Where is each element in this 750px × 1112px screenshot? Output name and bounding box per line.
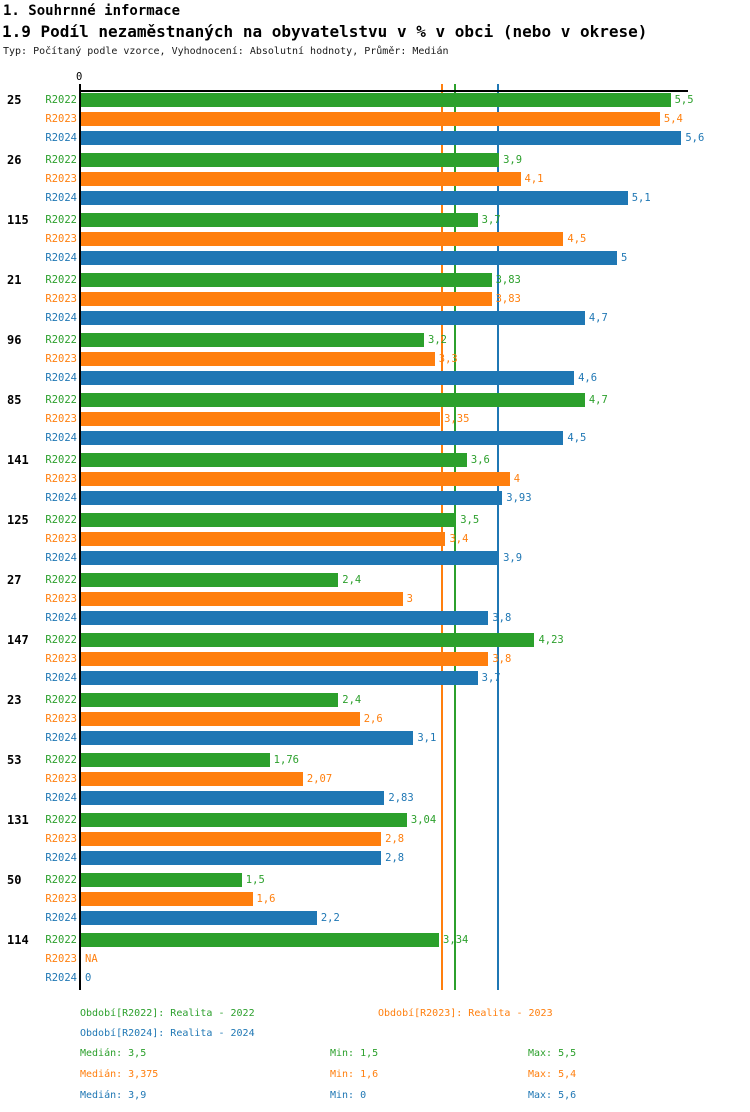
series-label-r2024: R2024 [45,972,77,984]
series-label-r2022: R2022 [45,814,77,826]
value-label-r2022: 3,9 [503,154,523,166]
series-label-r2022: R2022 [45,214,77,226]
group-label: 147 [7,633,29,647]
bar-r2023 [81,652,488,666]
value-label-r2024: 5 [621,252,628,264]
series-label-r2024: R2024 [45,132,77,144]
bar-r2024 [81,911,317,925]
group-label: 26 [7,153,22,167]
series-label-r2023: R2023 [45,233,77,245]
bar-r2024 [81,851,381,865]
group-label: 53 [7,753,22,767]
stat-max-r2023: Max: 5,4 [528,1069,577,1080]
value-label-r2022: 1,76 [273,754,299,766]
bar-r2022 [81,273,492,287]
series-label-r2023: R2023 [45,653,77,665]
value-label-r2024: 2,83 [388,792,414,804]
bar-r2024 [81,191,628,205]
series-label-r2023: R2023 [45,413,77,425]
x-axis-line [80,90,688,92]
value-label-r2023: 1,6 [256,893,276,905]
value-label-r2023: 3,35 [444,413,470,425]
group-label: 114 [7,933,29,947]
stat-min-r2022: Min: 1,5 [330,1048,379,1059]
value-label-r2022: 3,2 [428,334,447,346]
value-label-r2022: 3,6 [470,454,490,466]
series-label-r2024: R2024 [45,192,77,204]
group-label: 96 [7,333,22,347]
series-label-r2022: R2022 [45,274,77,286]
series-label-r2024: R2024 [45,252,77,264]
value-label-r2024: 3,7 [481,672,501,684]
stat-min-r2023: Min: 1,6 [330,1069,379,1080]
bar-r2022 [81,633,534,647]
stat-min-r2024: Min: 0 [330,1090,367,1101]
stat-median-r2022: Medián: 3,5 [80,1048,147,1059]
series-label-r2024: R2024 [45,912,77,924]
stat-median-r2023: Medián: 3,375 [80,1069,159,1080]
bar-r2023 [81,232,563,246]
value-label-r2023: 4,1 [524,173,544,185]
bar-r2024 [81,611,488,625]
bar-r2022 [81,453,467,467]
value-label-r2023: 4 [513,473,521,485]
bar-r2024 [81,311,585,325]
value-label-r2022: 3,7 [481,214,501,226]
bar-r2023 [81,892,253,906]
series-label-r2023: R2023 [45,713,77,725]
value-label-r2022: 3,04 [410,814,437,826]
series-label-r2023: R2023 [45,113,77,125]
group-label: 27 [7,573,22,587]
bar-r2024 [81,131,681,145]
series-label-r2024: R2024 [45,552,77,564]
bar-r2024 [81,251,617,265]
bar-r2023 [81,352,435,366]
series-label-r2023: R2023 [45,893,77,905]
value-label-r2024: 0 [85,972,92,984]
series-label-r2024: R2024 [45,312,77,324]
series-label-r2024: R2024 [45,672,77,684]
bar-r2022 [81,933,439,947]
bar-r2022 [81,513,456,527]
bar-r2022 [81,813,407,827]
value-label-r2024: 4,6 [578,372,598,384]
series-label-r2022: R2022 [45,934,77,946]
group-label: 131 [7,813,29,827]
value-label-r2022: 3,5 [460,514,480,526]
series-label-r2023: R2023 [45,833,77,845]
bar-r2023 [81,172,521,186]
series-label-r2023: R2023 [45,953,77,965]
value-label-r2024: 5,1 [631,192,651,204]
chart-subtitle: Typ: Počítaný podle vzorce, Vyhodnocení: Absolutní hodnoty, Průměr: Medián [3,46,449,57]
section-title: 1. Souhrnné informace [3,3,181,19]
series-label-r2024: R2024 [45,492,77,504]
value-label-r2023: 3,3 [438,353,458,365]
bar-r2023 [81,532,445,546]
series-label-r2024: R2024 [45,732,77,744]
value-label-r2024: 2,2 [320,912,340,924]
bar-r2023 [81,832,381,846]
legend-r2022: Období[R2022]: Realita - 2022 [80,1008,255,1019]
value-label-r2023: 5,4 [663,113,683,125]
bar-r2024 [81,551,499,565]
series-label-r2022: R2022 [45,514,77,526]
group-label: 85 [7,393,22,407]
group-label: 21 [7,273,22,287]
series-label-r2022: R2022 [45,334,77,346]
group-label: 25 [7,93,22,107]
group-label: 115 [7,213,29,227]
value-label-r2023: 2,8 [385,833,405,845]
value-label-r2024: 3,8 [492,612,512,624]
bar-r2024 [81,791,384,805]
value-label-r2024: 3,9 [503,552,523,564]
series-label-r2022: R2022 [45,394,77,406]
value-label-r2024: 3,1 [417,732,437,744]
group-label: 50 [7,873,22,887]
group-label: 125 [7,513,29,527]
bar-r2022 [81,153,499,167]
value-label-r2022: 3,83 [495,274,521,286]
series-label-r2023: R2023 [45,773,77,785]
value-label-r2022: 5,5 [674,94,694,106]
bar-r2024 [81,491,502,505]
bar-r2024 [81,731,413,745]
bar-r2023 [81,412,440,426]
bar-r2023 [81,592,403,606]
value-label-r2024: 4,7 [588,312,608,324]
bar-r2023 [81,292,492,306]
bar-r2022 [81,753,270,767]
series-label-r2023: R2023 [45,473,77,485]
stat-max-r2022: Max: 5,5 [528,1048,577,1059]
series-label-r2023: R2023 [45,293,77,305]
series-label-r2022: R2022 [45,574,77,586]
bar-r2023 [81,772,303,786]
value-label-r2022: 1,5 [245,874,265,886]
value-label-r2023: NA [85,953,98,965]
series-label-r2022: R2022 [45,454,77,466]
value-label-r2023: 3 [406,593,413,605]
value-label-r2023: 2,6 [363,713,383,725]
series-label-r2023: R2023 [45,353,77,365]
series-label-r2022: R2022 [45,754,77,766]
bar-r2022 [81,873,242,887]
series-label-r2022: R2022 [45,94,77,106]
value-label-r2024: 5,6 [685,132,705,144]
value-label-r2023: 4,5 [567,233,587,245]
value-label-r2023: 3,8 [492,653,512,665]
bar-r2024 [81,371,574,385]
value-label-r2022: 4,23 [538,634,564,646]
bar-r2023 [81,712,360,726]
series-label-r2023: R2023 [45,593,77,605]
series-label-r2024: R2024 [45,612,77,624]
value-label-r2024: 2,8 [385,852,405,864]
bar-r2023 [81,112,660,126]
value-label-r2024: 4,5 [567,432,587,444]
stat-median-r2024: Medián: 3,9 [80,1090,147,1101]
series-label-r2023: R2023 [45,533,77,545]
series-label-r2022: R2022 [45,694,77,706]
value-label-r2022: 2,4 [342,574,362,586]
chart-title: 1.9 Podíl nezaměstnaných na obyvatelstvu v % v obci (nebo v okrese) [2,22,648,41]
value-label-r2023: 3,83 [495,293,521,305]
group-label: 141 [7,453,29,467]
legend-r2023: Období[R2023]: Realita - 2023 [378,1008,553,1019]
bar-r2022 [81,213,478,227]
series-label-r2022: R2022 [45,874,77,886]
series-label-r2024: R2024 [45,792,77,804]
legend-r2024: Období[R2024]: Realita - 2024 [80,1028,255,1039]
series-label-r2024: R2024 [45,432,77,444]
bar-r2022 [81,333,424,347]
series-label-r2024: R2024 [45,372,77,384]
bar-r2023 [81,472,510,486]
series-label-r2022: R2022 [45,154,77,166]
bar-r2022 [81,573,338,587]
value-label-r2023: 3,4 [449,533,469,545]
value-label-r2022: 2,4 [342,694,362,706]
stat-max-r2024: Max: 5,6 [528,1090,577,1101]
value-label-r2024: 3,93 [506,492,532,504]
bar-r2024 [81,431,563,445]
series-label-r2024: R2024 [45,852,77,864]
value-label-r2022: 4,7 [588,394,608,406]
x-axis-zero-tick-label: 0 [76,71,83,83]
bar-r2024 [81,671,478,685]
bar-r2022 [81,393,585,407]
series-label-r2023: R2023 [45,173,77,185]
series-label-r2022: R2022 [45,634,77,646]
value-label-r2023: 2,07 [306,773,333,785]
bar-r2022 [81,93,671,107]
value-label-r2022: 3,34 [443,934,469,946]
bar-r2022 [81,693,338,707]
group-label: 23 [7,693,22,707]
